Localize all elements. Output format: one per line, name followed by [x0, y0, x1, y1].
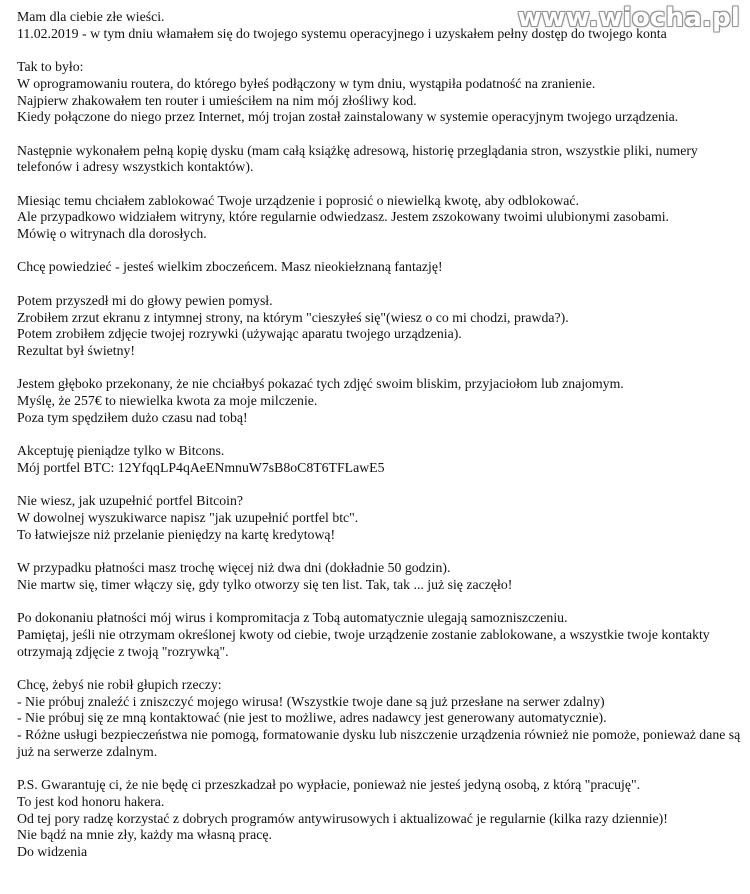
text-line: P.S. Gwarantuję ci, że nie będę ci przeszkadzał po wypłacie, ponieważ nie jesteś jedyną osobą, z którą "pracuję".	[17, 777, 641, 793]
text-line: Mówię o witrynach dla dorosłych.	[17, 226, 207, 242]
paragraph	[17, 443, 742, 476]
paragraph	[17, 560, 742, 593]
text-line: Potem przyszedł mi do głowy pewien pomysł.	[17, 292, 273, 308]
text-line: telefonów i adresy wszystkich kontaktów).	[17, 159, 254, 175]
text-line: Nie bądź na mnie zły, każdy ma własną pracę.	[17, 827, 272, 843]
paragraph	[17, 677, 742, 761]
text-line: Od tej pory radzę korzystać z dobrych programów antywirusowych i aktualizować je regularnie (kilka razy dziennie)!	[17, 810, 668, 826]
text-line: Mam dla ciebie złe wieści.	[17, 9, 165, 24]
paragraph	[17, 293, 742, 360]
paragraph	[17, 610, 742, 660]
text-line: Pamiętaj, jeśli nie otrzymam określonej kwoty od ciebie, twoje urządzenie zostanie zablokowane, a wszystkie twoje kontakty	[17, 626, 710, 642]
text-line: - Nie próbuj się ze mną kontaktować (nie jest to możliwe, adres nadawcy jest generowany automatycznie).	[17, 710, 607, 726]
text-line: - Różne usługi bezpieczeństwa nie pomogą, formatowanie dysku lub niszczenie urządzenia również nie pomoże, ponieważ dane są	[17, 727, 741, 743]
text-line: Tak to było:	[17, 59, 84, 75]
paragraph	[17, 9, 742, 42]
text-line: W oprogramowaniu routera, do którego byłeś podłączony w tym dniu, wystąpiła podatność na zranienie.	[17, 75, 596, 91]
text-line: Jestem głęboko przekonany, że nie chciałbyś pokazać tych zdjęć swoim bliskim, przyjaciołom lub znajomym.	[17, 376, 624, 392]
text-line: Kiedy połączone do niego przez Internet, mój trojan został zainstalowany w systemie operacyjnym twojego urządzenia.	[17, 109, 679, 125]
text-line: - Nie próbuj znaleźć i zniszczyć mojego wirusa! (Wszystkie twoje dane są już przesłane na serwer zdalny)	[17, 693, 605, 709]
paragraph	[17, 259, 742, 276]
paragraph	[17, 59, 742, 126]
text-line: już na serwerze zdalnym.	[17, 743, 158, 759]
paragraph	[17, 143, 742, 176]
text-line: Myślę, że 257€ to niewielka kwota za moje milczenie.	[17, 393, 318, 409]
text-line: Ale przypadkowo widziałem witryny, które regularnie odwiedzasz. Jestem zszokowany twoimi ulubionymi zasobami.	[17, 209, 669, 225]
text-line: Nie wiesz, jak uzupełnić portfel Bitcoin?	[17, 493, 244, 509]
paragraph	[17, 777, 742, 861]
email-body	[17, 9, 742, 877]
text-line: Chcę powiedzieć - jesteś wielkim zboczeńcem. Masz nieokiełznaną fantazję!	[17, 259, 443, 275]
text-line: Miesiąc temu chciałem zablokować Twoje urządzenie i poprosić o niewielką kwotę, aby odblokować.	[17, 192, 579, 208]
text-line: To łatwiejsze niż przelanie pieniędzy na kartę kredytową!	[17, 526, 336, 542]
text-line: To jest kod honoru hakera.	[17, 793, 165, 809]
text-line: Akceptuję pieniądze tylko w Bitcons.	[17, 443, 225, 459]
text-line: Potem zrobiłem zdjęcie twojej rozrywki (używając aparatu twojego urządzenia).	[17, 326, 462, 342]
text-line: Chcę, żebyś nie robił głupich rzeczy:	[17, 676, 222, 692]
text-line: Nie martw się, timer włączy się, gdy tylko otworzy się ten list. Tak, tak ... już się zaczęło!	[17, 576, 513, 592]
text-line: W dowolnej wyszukiwarce napisz "jak uzupełnić portfel btc".	[17, 509, 359, 525]
paragraph	[17, 493, 742, 543]
paragraph	[17, 193, 742, 243]
text-line: 11.02.2019 - w tym dniu włamałem się do twojego systemu operacyjnego i uzyskałem pełny dostęp do twojego konta	[17, 25, 667, 41]
text-line: Rezultat był świetny!	[17, 342, 136, 358]
text-line: Po dokonaniu płatności mój wirus i kompromitacja z Tobą automatycznie ulegają samozniszczeniu.	[17, 610, 568, 626]
text-line: Najpierw zhakowałem ten router i umieściłem na nim mój złośliwy kod.	[17, 92, 417, 108]
text-line: Następnie wykonałem pełną kopię dysku (mam całą książkę adresową, historię przeglądania stron, wszystkie pliki, numery	[17, 142, 698, 158]
text-line: otrzymają zdjęcie z twoją "rozrywką".	[17, 643, 229, 659]
text-line: W przypadku płatności masz trochę więcej niż dwa dni (dokładnie 50 godzin).	[17, 560, 451, 576]
text-line: Mój portfel BTC: 12YfqqLP4qAeENmnuW7sB8oC8T6TFLawE5	[17, 459, 385, 475]
text-line: Poza tym spędziłem dużo czasu nad tobą!	[17, 409, 248, 425]
text-line: Do widzenia	[17, 843, 88, 859]
watermark-logo: www.wiocha.pl	[517, 3, 740, 33]
text-line: Zrobiłem zrzut ekranu z intymnej strony, na którym "cieszyłeś się"(wiesz o co mi chodzi, prawda?).	[17, 309, 569, 325]
paragraph	[17, 376, 742, 426]
